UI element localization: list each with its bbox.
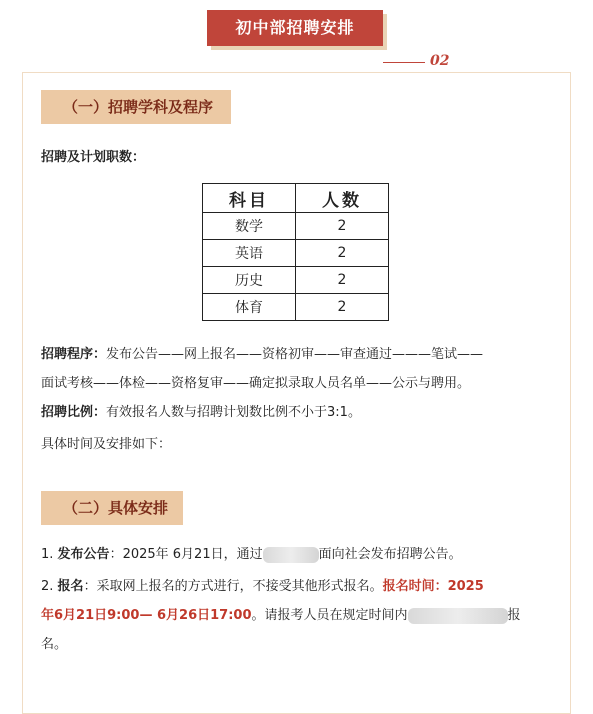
positions-table: [202, 183, 389, 321]
ratio-label: 招聘比例：: [41, 405, 107, 420]
schedule-intro: 具体时间及安排如下：: [41, 437, 172, 452]
table-row: [203, 240, 389, 267]
item2-after: 。请报考人员在规定时间内: [251, 608, 408, 623]
item1-text-b: 面向社会发布招聘公告。: [318, 547, 462, 562]
count-cell: 2: [296, 267, 389, 294]
ratio-paragraph: [41, 398, 559, 427]
item2-prefix: 2.: [41, 579, 58, 594]
count-cell: 2: [296, 240, 389, 267]
item2-after-b: 报: [507, 608, 521, 623]
header-count: 人数: [296, 184, 389, 213]
subject-cell: 数学: [203, 213, 296, 240]
section-title-1: （一）招聘学科及程序: [41, 90, 231, 124]
banner-number: 02: [430, 53, 450, 69]
item1-prefix: 1.: [41, 547, 58, 562]
header-subject: 科目: [203, 184, 296, 213]
banner-number-line: [383, 62, 425, 63]
subject-cell: 历史: [203, 267, 296, 294]
section-banner: [207, 10, 389, 52]
section-title-2: （二）具体安排: [41, 491, 183, 525]
ratio-text: 有效报名人数与招聘计划数比例不小于3:1。: [106, 405, 361, 420]
arrangement-item-1: [41, 540, 559, 569]
positions-label: 招聘及计划职数：: [41, 150, 146, 165]
item1-text-a: ：2025年 6月21日，通过: [109, 547, 263, 562]
item2-label: 报名: [57, 579, 84, 594]
count-cell: 2: [296, 213, 389, 240]
procedure-paragraph: [41, 340, 559, 398]
table-header-row: [203, 184, 389, 213]
procedure-text-1: 发布公告——网上报名——资格初审——审查通过———笔试——: [106, 347, 484, 362]
procedure-text-2: 面试考核——体检——资格复审——确定拟录取人员名单——公示与聘用。: [41, 376, 471, 391]
item1-label: 发布公告: [57, 547, 110, 562]
item2-time-value: 年6月21日9:00— 6月26日17:00: [41, 608, 252, 623]
redacted-blur: [263, 547, 319, 563]
arrangement-item-2: [41, 572, 559, 659]
redacted-blur: [408, 608, 508, 624]
procedure-label: 招聘程序：: [41, 347, 107, 362]
subject-cell: 英语: [203, 240, 296, 267]
table-row: [203, 213, 389, 240]
subject-cell: 体育: [203, 294, 296, 321]
item2-last: 名。: [41, 637, 68, 652]
table-row: [203, 294, 389, 321]
table-row: [203, 267, 389, 294]
item2-text: ：采取网上报名的方式进行，不接受其他形式报名。: [83, 579, 383, 594]
banner-title: 初中部招聘安排: [207, 10, 383, 46]
count-cell: 2: [296, 294, 389, 321]
item2-time-label: 报名时间：2025: [382, 579, 484, 594]
